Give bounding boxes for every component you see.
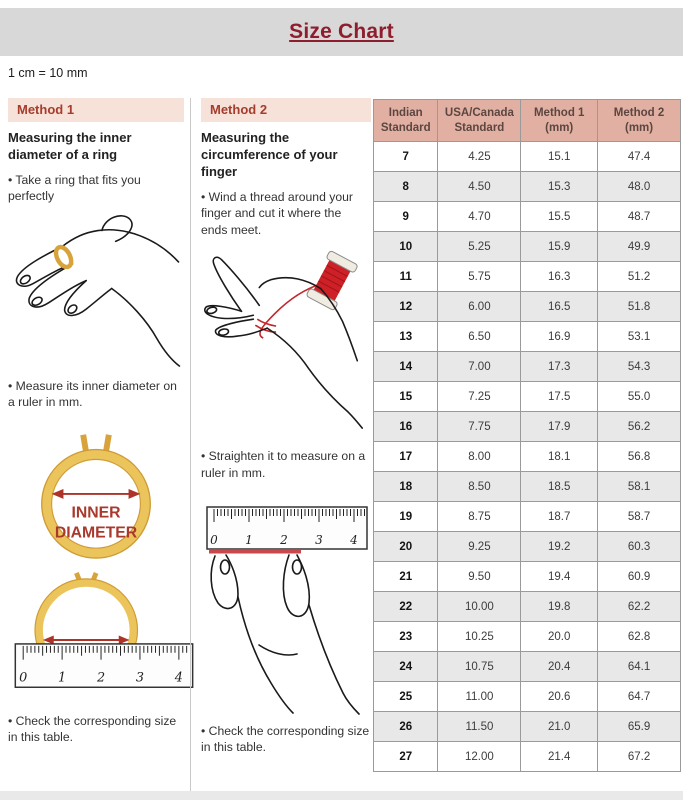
indian-size-cell: 25 bbox=[374, 682, 438, 712]
size-value-cell: 6.00 bbox=[438, 292, 521, 322]
table-row bbox=[374, 712, 681, 742]
size-value-cell: 53.1 bbox=[598, 322, 681, 352]
table-row bbox=[374, 562, 681, 592]
size-value-cell: 16.3 bbox=[521, 262, 598, 292]
size-value-cell: 15.9 bbox=[521, 232, 598, 262]
size-value-cell: 8.50 bbox=[438, 472, 521, 502]
indian-size-cell: 20 bbox=[374, 532, 438, 562]
size-value-cell: 4.25 bbox=[438, 142, 521, 172]
table-row bbox=[374, 442, 681, 472]
size-value-cell: 21.0 bbox=[521, 712, 598, 742]
svg-text:1: 1 bbox=[58, 670, 67, 686]
size-value-cell: 56.2 bbox=[598, 412, 681, 442]
table-row bbox=[374, 592, 681, 622]
table-row bbox=[374, 412, 681, 442]
thread-spool bbox=[306, 250, 358, 310]
size-value-cell: 18.7 bbox=[521, 502, 598, 532]
table-row bbox=[374, 202, 681, 232]
indian-size-cell: 15 bbox=[374, 382, 438, 412]
indian-size-cell: 8 bbox=[374, 172, 438, 202]
inner-diameter-label-line1: INNER bbox=[71, 504, 121, 522]
size-value-cell: 7.75 bbox=[438, 412, 521, 442]
size-value-cell: 10.25 bbox=[438, 622, 521, 652]
scale-note: 1 cm = 10 mm bbox=[8, 66, 88, 80]
size-value-cell: 6.50 bbox=[438, 322, 521, 352]
size-value-cell: 62.2 bbox=[598, 592, 681, 622]
indian-size-cell: 17 bbox=[374, 442, 438, 472]
size-value-cell: 17.9 bbox=[521, 412, 598, 442]
hand-with-ring-illustration bbox=[8, 205, 184, 370]
gold-ring-band bbox=[53, 244, 74, 269]
size-value-cell: 15.1 bbox=[521, 142, 598, 172]
table-row bbox=[374, 742, 681, 772]
size-value-cell: 7.00 bbox=[438, 352, 521, 382]
size-value-cell: 18.1 bbox=[521, 442, 598, 472]
size-value-cell: 18.5 bbox=[521, 472, 598, 502]
svg-text:1: 1 bbox=[245, 533, 253, 548]
indian-size-cell: 10 bbox=[374, 232, 438, 262]
size-value-cell: 62.8 bbox=[598, 622, 681, 652]
size-value-cell: 11.50 bbox=[438, 712, 521, 742]
table-row bbox=[374, 472, 681, 502]
indian-size-cell: 11 bbox=[374, 262, 438, 292]
hand-with-thread-spool-illustration bbox=[201, 242, 371, 440]
column-divider bbox=[190, 98, 191, 795]
size-value-cell: 54.3 bbox=[598, 352, 681, 382]
size-value-cell: 67.2 bbox=[598, 742, 681, 772]
size-value-cell: 10.00 bbox=[438, 592, 521, 622]
table-row bbox=[374, 232, 681, 262]
size-value-cell: 48.0 bbox=[598, 172, 681, 202]
method2-step-check: • Check the corresponding size in this table. bbox=[201, 724, 370, 755]
indian-size-cell: 9 bbox=[374, 202, 438, 232]
size-value-cell: 64.7 bbox=[598, 682, 681, 712]
table-row bbox=[374, 352, 681, 382]
size-value-cell: 48.7 bbox=[598, 202, 681, 232]
size-value-cell: 5.25 bbox=[438, 232, 521, 262]
size-value-cell: 9.25 bbox=[438, 532, 521, 562]
size-value-cell: 9.50 bbox=[438, 562, 521, 592]
table-row bbox=[374, 142, 681, 172]
method1-step-check: • Check the corresponding size in this table. bbox=[8, 713, 177, 745]
indian-size-cell: 16 bbox=[374, 412, 438, 442]
svg-text:4: 4 bbox=[350, 533, 358, 548]
col-header-usa-canada-standard: USA/Canada Standard bbox=[438, 100, 521, 142]
table-row bbox=[374, 322, 681, 352]
table-header-row bbox=[374, 100, 681, 142]
indian-size-cell: 13 bbox=[374, 322, 438, 352]
size-value-cell: 7.25 bbox=[438, 382, 521, 412]
table-row bbox=[374, 532, 681, 562]
method2-section bbox=[201, 98, 371, 756]
method1-header: Method 1 bbox=[8, 98, 184, 122]
size-value-cell: 58.1 bbox=[598, 472, 681, 502]
method2-step-wind: • Wind a thread around your finger and cut it where the ends meet. bbox=[201, 189, 353, 237]
size-value-cell: 16.9 bbox=[521, 322, 598, 352]
size-value-cell: 21.4 bbox=[521, 742, 598, 772]
table-row bbox=[374, 172, 681, 202]
table-row bbox=[374, 682, 681, 712]
table-row bbox=[374, 622, 681, 652]
indian-size-cell: 26 bbox=[374, 712, 438, 742]
size-value-cell: 17.5 bbox=[521, 382, 598, 412]
svg-text:4: 4 bbox=[174, 670, 183, 686]
size-value-cell: 55.0 bbox=[598, 382, 681, 412]
size-value-cell: 51.2 bbox=[598, 262, 681, 292]
indian-size-cell: 23 bbox=[374, 622, 438, 652]
size-value-cell: 60.9 bbox=[598, 562, 681, 592]
size-value-cell: 15.5 bbox=[521, 202, 598, 232]
size-value-cell: 64.1 bbox=[598, 652, 681, 682]
svg-text:2: 2 bbox=[280, 533, 288, 548]
col-header-method2-mm: Method 2 (mm) bbox=[598, 100, 681, 142]
size-value-cell: 19.8 bbox=[521, 592, 598, 622]
size-value-cell: 15.3 bbox=[521, 172, 598, 202]
svg-text:3: 3 bbox=[135, 670, 145, 686]
indian-size-cell: 14 bbox=[374, 352, 438, 382]
indian-size-cell: 19 bbox=[374, 502, 438, 532]
svg-text:3: 3 bbox=[315, 533, 323, 548]
method2-subtitle: Measuring the circumference of your finger bbox=[201, 130, 338, 179]
ring-inner-diameter-illustration bbox=[21, 415, 171, 563]
size-value-cell: 16.5 bbox=[521, 292, 598, 322]
indian-size-cell: 22 bbox=[374, 592, 438, 622]
size-value-cell: 20.4 bbox=[521, 652, 598, 682]
thread-on-ruler-illustration bbox=[201, 493, 371, 715]
size-chart-table bbox=[373, 99, 681, 772]
indian-size-cell: 24 bbox=[374, 652, 438, 682]
size-value-cell: 19.2 bbox=[521, 532, 598, 562]
inner-diameter-arrow bbox=[52, 489, 141, 499]
svg-text:0: 0 bbox=[19, 670, 28, 686]
size-value-cell: 17.3 bbox=[521, 352, 598, 382]
page-title: Size Chart bbox=[289, 20, 394, 43]
diameter-arrow bbox=[43, 635, 130, 644]
svg-text:0: 0 bbox=[210, 533, 218, 548]
col-header-indian-standard: Indian Standard bbox=[374, 100, 438, 142]
size-value-cell: 49.9 bbox=[598, 232, 681, 262]
indian-size-cell: 12 bbox=[374, 292, 438, 322]
straightened-thread bbox=[209, 550, 301, 554]
size-value-cell: 60.3 bbox=[598, 532, 681, 562]
size-value-cell: 8.75 bbox=[438, 502, 521, 532]
size-value-cell: 12.00 bbox=[438, 742, 521, 772]
size-value-cell: 8.00 bbox=[438, 442, 521, 472]
table-row bbox=[374, 652, 681, 682]
svg-text:2: 2 bbox=[96, 670, 106, 686]
title-banner bbox=[0, 8, 683, 56]
table-row bbox=[374, 292, 681, 322]
size-value-cell: 5.75 bbox=[438, 262, 521, 292]
indian-size-cell: 7 bbox=[374, 142, 438, 172]
size-table-body bbox=[374, 142, 681, 772]
indian-size-cell: 18 bbox=[374, 472, 438, 502]
size-value-cell: 10.75 bbox=[438, 652, 521, 682]
method1-step-measure: • Measure its inner diameter on a ruler in mm. bbox=[8, 378, 177, 410]
size-value-cell: 20.6 bbox=[521, 682, 598, 712]
size-value-cell: 56.8 bbox=[598, 442, 681, 472]
indian-size-cell: 21 bbox=[374, 562, 438, 592]
method2-step-straighten: • Straighten it to measure on a ruler in mm. bbox=[201, 449, 366, 480]
table-row bbox=[374, 502, 681, 532]
col-header-method1-mm: Method 1 (mm) bbox=[521, 100, 598, 142]
size-value-cell: 65.9 bbox=[598, 712, 681, 742]
table-row bbox=[374, 382, 681, 412]
method1-subtitle: Measuring the inner diameter of a ring bbox=[8, 130, 132, 162]
inner-diameter-label-line2: DIAMETER bbox=[54, 524, 138, 542]
method1-section bbox=[8, 98, 184, 746]
size-value-cell: 4.70 bbox=[438, 202, 521, 232]
size-value-cell: 51.8 bbox=[598, 292, 681, 322]
size-value-cell: 20.0 bbox=[521, 622, 598, 652]
ring-on-ruler-illustration bbox=[8, 571, 198, 705]
size-value-cell: 19.4 bbox=[521, 562, 598, 592]
method1-step-take-ring: • Take a ring that fits you perfectly bbox=[8, 172, 141, 204]
table-row bbox=[374, 262, 681, 292]
method2-header: Method 2 bbox=[201, 98, 371, 122]
indian-size-cell: 27 bbox=[374, 742, 438, 772]
size-value-cell: 58.7 bbox=[598, 502, 681, 532]
bottom-strip bbox=[0, 791, 683, 800]
size-value-cell: 11.00 bbox=[438, 682, 521, 712]
size-value-cell: 47.4 bbox=[598, 142, 681, 172]
size-value-cell: 4.50 bbox=[438, 172, 521, 202]
